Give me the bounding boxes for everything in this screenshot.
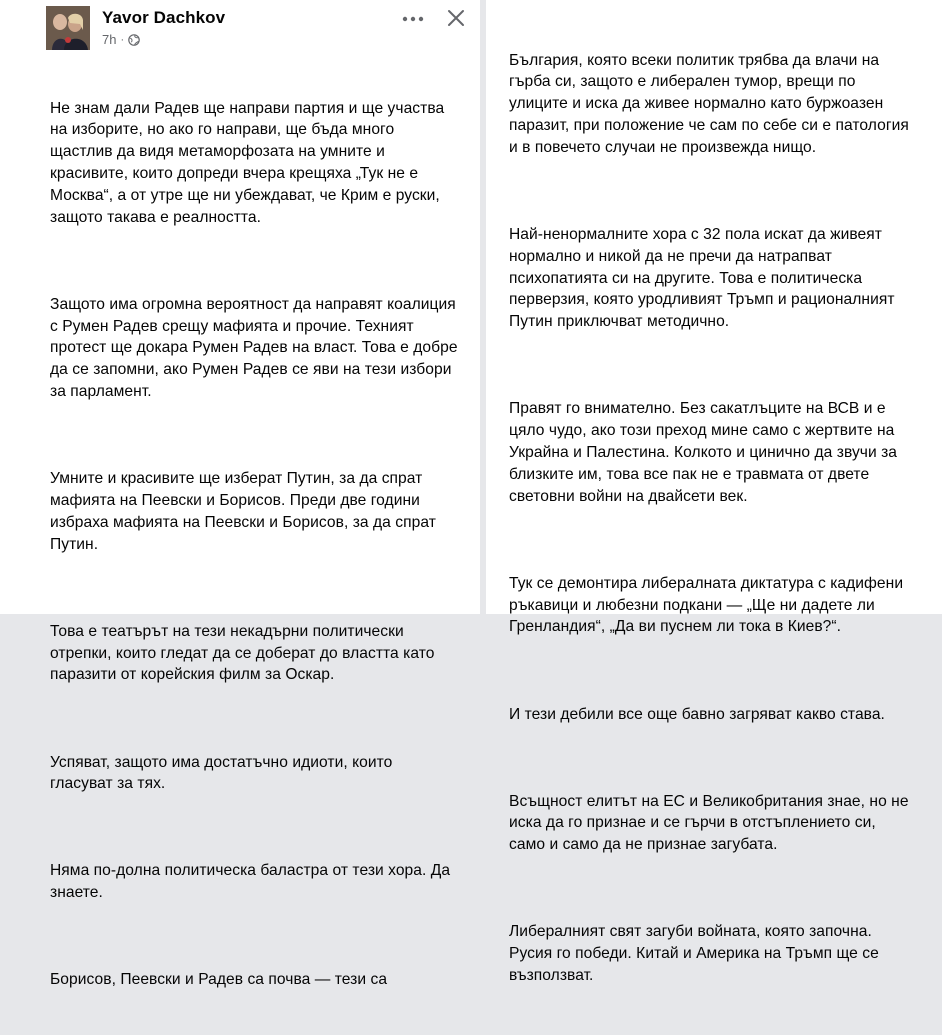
avatar-photo-icon bbox=[46, 6, 90, 50]
post-paragraph: Успяват, защото има достатъчно идиоти, които гласуват за тях. bbox=[50, 753, 393, 793]
more-horizontal-icon bbox=[402, 16, 424, 22]
post-header bbox=[46, 4, 476, 48]
close-post-button[interactable] bbox=[444, 6, 468, 30]
post-paragraph: Най-ненормалните хора с 32 пола искат да живеят нормално и никой да не пречи да натрапват психопатията си на другите. Това е политическа перверзия, която уродливият Тръмп и рационалният Путин приключват методично. bbox=[509, 225, 895, 331]
post-paragraph: Защото има огромна вероятност да направят коалиция с Румен Радев срещу мафията и прочие. Техният протест ще докара Румен Радев на власт. Това е добре да се запомни, ако Румен Радев се яви на тези избори за парламент. bbox=[50, 295, 458, 400]
post-paragraph: Тук се демонтира либералната диктатура с кадифени ръкавици и любезни подкани — „Ще ни дадете ли Гренландия“, „Да ви пуснем ли тока в Киев?“. bbox=[509, 574, 904, 636]
post-panel-left bbox=[0, 0, 480, 989]
close-icon bbox=[446, 8, 466, 28]
post-paragraph: България, която всеки политик трябва да влачи на гърба си, защото е либерален тумор, врещи по улиците и иска да живее нормално като буржоазен паразит, при положение че сам по себе си е патология и в повечето случаи не произвежда нищо. bbox=[509, 51, 909, 156]
post-time[interactable]: 7h bbox=[102, 32, 117, 47]
globe-icon bbox=[128, 34, 140, 46]
post-body-right bbox=[509, 6, 941, 1030]
author-name[interactable]: Yavor Dachkov bbox=[102, 8, 226, 27]
meta-separator: · bbox=[120, 33, 125, 46]
post-meta bbox=[102, 32, 140, 47]
post-paragraph: Борисов, Пеевски и Радев са почва — тези са bbox=[50, 971, 388, 989]
post-paragraph: Всъщност елитът на ЕС и Великобритания знае, но не иска да го признае и се гърчи в отстъплението си, само и само да не признае загубата. bbox=[509, 792, 909, 854]
post-paragraph: Умните и красивите ще изберат Путин, за да спрат мафията на Пеевски и Борисов. Преди две години избраха мафията на Пеевски и Борисов, за да спрат Путин. bbox=[50, 470, 436, 553]
author-avatar[interactable] bbox=[46, 6, 90, 50]
post-paragraph: Не знам дали Радев ще направи партия и ще участва на изборите, но ако го направи, ще бъда много щастлив да видя метаморфозата на умните и красивите, които допреди вчера крещяха „Тук не е Москва“, а от утре ще ни убеждават, че Крим е руски, защото такава е реалността. bbox=[50, 99, 445, 226]
post-body-left bbox=[50, 54, 482, 1035]
post-paragraph: Няма по-долна политическа баластра от тези хора. Да знаете. bbox=[50, 862, 451, 902]
post-paragraph: Правят го внимателно. Без сакатлъците на ВСВ и е цяло чудо, ако този преход мине само с жертвите на Украйна и Палестина. Колкото и цинично да звучи за близките им, това все пак не е травмата от двете световни войни на двайсети век. bbox=[509, 400, 898, 505]
post-paragraph: Това е театърът на тези некадърни политически отрепки, които гледат да се доберат до властта като паразити от корейския филм за Оскар. bbox=[50, 622, 435, 684]
more-options-button[interactable] bbox=[400, 10, 426, 28]
post-paragraph: И тези дебили все още бавно загряват какво става. bbox=[509, 705, 885, 723]
post-paragraph: Либералният свят загуби войната, която започна. Русия го победи. Китай и Америка на Тръмп ще се възползват. bbox=[509, 923, 879, 985]
